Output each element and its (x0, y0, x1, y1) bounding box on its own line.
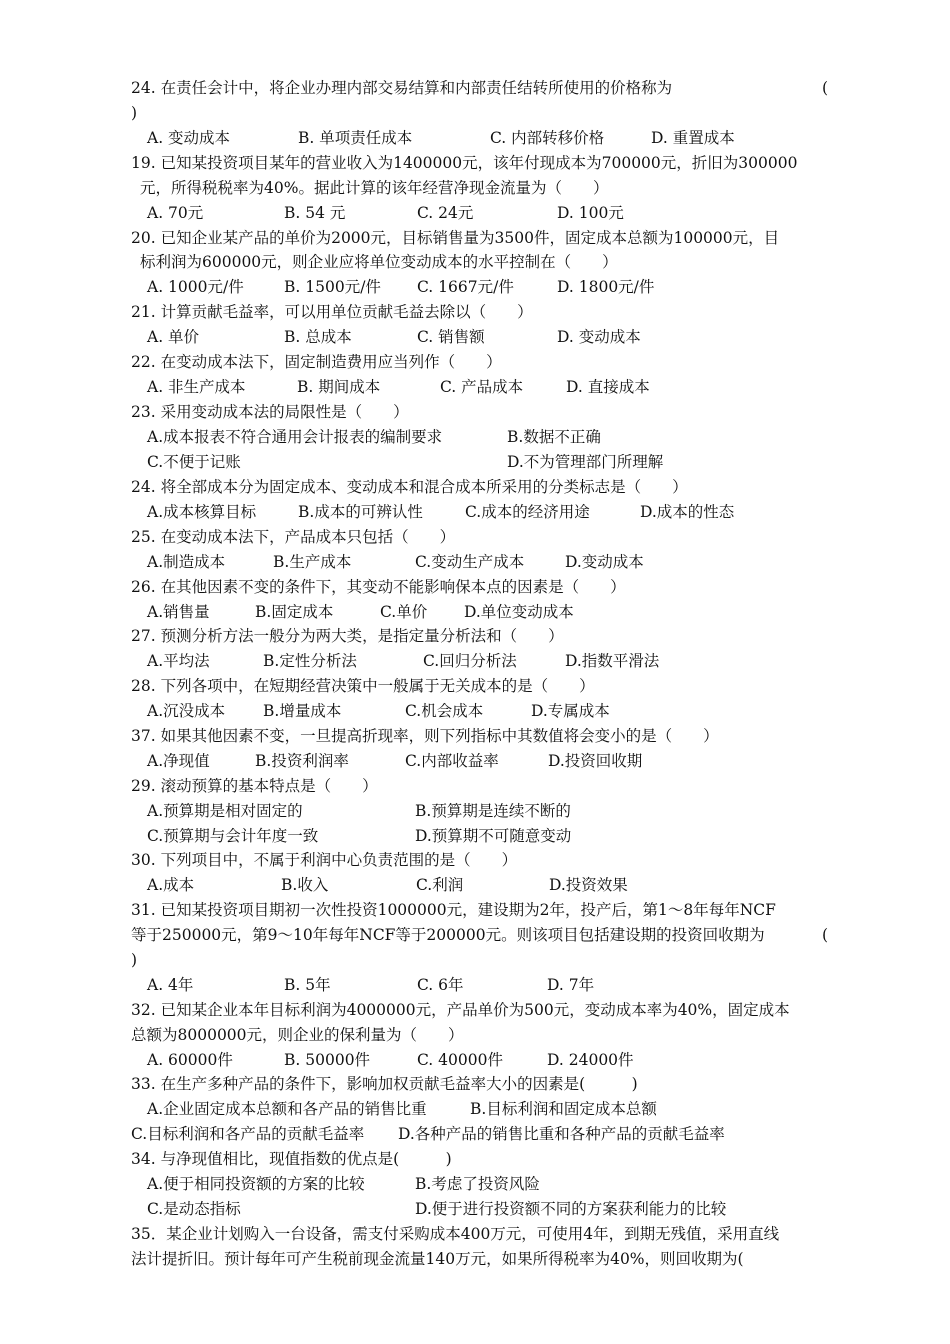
option-b: B.收入 (281, 876, 329, 894)
option-d: D. 7年 (547, 976, 595, 994)
option-b: B. 1500元/件 (284, 278, 381, 296)
option-a: A. 4年 (147, 976, 194, 994)
option-d: D.指数平滑法 (565, 652, 660, 670)
option-c: C.是动态指标 (147, 1200, 241, 1218)
option-b: B.数据不正确 (507, 428, 601, 446)
option-d: D. 重置成本 (651, 129, 735, 147)
option-c: C. 产品成本 (440, 378, 524, 396)
option-b: B.增量成本 (263, 702, 342, 720)
option-c: C.回归分析法 (423, 652, 517, 670)
option-d: D. 变动成本 (557, 328, 641, 346)
option-d: D.成本的性态 (640, 503, 735, 521)
option-c: C.不便于记账 (147, 453, 241, 471)
answer-bracket-close: ) (131, 951, 138, 969)
answer-bracket-open: ( (822, 926, 829, 944)
option-d: D.变动成本 (565, 553, 644, 571)
option-b: B.定性分析法 (263, 652, 357, 670)
option-c: C. 销售额 (417, 328, 485, 346)
option-d: D. 1800元/件 (557, 278, 655, 296)
question-stem: 24. 将全部成本分为固定成本、变动成本和混合成本所采用的分类标志是（ ） (131, 478, 688, 496)
option-b: B. 总成本 (284, 328, 352, 346)
option-a: A.企业固定成本总额和各产品的销售比重 (147, 1100, 427, 1118)
option-a: A.净现值 (147, 752, 210, 770)
option-a: A.制造成本 (147, 553, 226, 571)
option-a: A. 单价 (147, 328, 200, 346)
option-b: B.考虑了投资风险 (415, 1175, 540, 1193)
question-stem-cont: 标利润为600000元，则企业应将单位变动成本的水平控制在（ ） (140, 253, 618, 271)
question-stem: 26. 在其他因素不变的条件下，其变动不能影响保本点的因素是（ ） (131, 578, 626, 596)
option-c: C. 内部转移价格 (490, 129, 605, 147)
option-c: C.预算期与会计年度一致 (147, 827, 319, 845)
question-stem-cont: 元，所得税税率为40%。据此计算的该年经营净现金流量为（ ） (140, 179, 609, 197)
option-b: B. 5年 (284, 976, 331, 994)
question-stem: 31. 已知某投资项目期初一次性投资1000000元，建设期为2年，投产后，第1～8年每年NCF (131, 901, 776, 919)
answer-bracket-open: ( (822, 79, 829, 97)
question-stem: 33. 在生产多种产品的条件下，影响加权贡献毛益率大小的因素是( ) (131, 1075, 638, 1093)
question-stem: 35．某企业计划购入一台设备，需支付采购成本400万元，可使用4年，到期无残值，采用直线 (131, 1225, 780, 1243)
option-b: B. 单项责任成本 (298, 129, 413, 147)
option-c: C. 1667元/件 (417, 278, 514, 296)
question-stem: 30. 下列项目中，不属于利润中心负责范围的是（ ） (131, 851, 518, 869)
option-b: B. 50000件 (284, 1051, 371, 1069)
option-a: A.成本核算目标 (147, 503, 257, 521)
option-a: A.沉没成本 (147, 702, 226, 720)
option-c: C.利润 (416, 876, 464, 894)
question-stem: 20. 已知企业某产品的单价为2000元，目标销售量为3500件，固定成本总额为100000元，目 (131, 229, 780, 247)
question-stem: 24. 在责任会计中，将企业办理内部交易结算和内部责任结转所使用的价格称为 (131, 79, 673, 97)
option-c: C. 24元 (417, 204, 474, 222)
option-d: D.投资回收期 (548, 752, 643, 770)
option-c: C.变动生产成本 (415, 553, 525, 571)
option-d: D.不为管理部门所理解 (507, 453, 664, 471)
option-c: C.内部收益率 (405, 752, 499, 770)
answer-bracket-close: ) (131, 104, 138, 122)
option-a: A.便于相同投资额的方案的比较 (147, 1175, 365, 1193)
option-a: A.平均法 (147, 652, 210, 670)
option-d: D. 直接成本 (566, 378, 650, 396)
option-d: D.各种产品的销售比重和各种产品的贡献毛益率 (398, 1125, 725, 1143)
option-b: B.生产成本 (273, 553, 352, 571)
option-d: D.便于进行投资额不同的方案获利能力的比较 (415, 1200, 727, 1218)
option-c: C. 6年 (417, 976, 464, 994)
question-stem: 37. 如果其他因素不变，一旦提高折现率，则下列指标中其数值将会变小的是（ ） (131, 727, 719, 745)
question-stem: 23. 采用变动成本法的局限性是（ ） (131, 403, 409, 421)
option-a: A.成本报表不符合通用会计报表的编制要求 (147, 428, 443, 446)
option-a: A.预算期是相对固定的 (147, 802, 303, 820)
option-b: B.成本的可辨认性 (298, 503, 423, 521)
option-b: B.投资利润率 (255, 752, 349, 770)
option-d: D. 24000件 (547, 1051, 634, 1069)
question-stem-cont: 法计提折旧。预计每年可产生税前现金流量140万元，如果所得税率为40%，则回收期为( (131, 1250, 744, 1268)
option-d: D.投资效果 (549, 876, 628, 894)
question-stem: 34. 与净现值相比，现值指数的优点是( ) (131, 1150, 452, 1168)
option-c: C.单价 (380, 603, 428, 621)
option-a: A. 1000元/件 (147, 278, 244, 296)
question-stem: 21. 计算贡献毛益率，可以用单位贡献毛益去除以（ ） (131, 303, 533, 321)
question-stem: 28. 下列各项中，在短期经营决策中一般属于无关成本的是（ ） (131, 677, 595, 695)
question-stem: 29. 滚动预算的基本特点是（ ） (131, 777, 378, 795)
option-a: A. 70元 (147, 204, 204, 222)
option-a: A. 非生产成本 (147, 378, 246, 396)
option-c: C.成本的经济用途 (465, 503, 590, 521)
option-c: C.目标利润和各产品的贡献毛益率 (131, 1125, 365, 1143)
option-a: A. 变动成本 (147, 129, 231, 147)
question-stem: 25. 在变动成本法下，产品成本只包括（ ） (131, 528, 456, 546)
question-stem: 32. 已知某企业本年目标利润为4000000元，产品单价为500元，变动成本率为40%，固定成本 (131, 1001, 790, 1019)
question-stem: 22. 在变动成本法下，固定制造费用应当列作（ ） (131, 353, 502, 371)
option-b: B. 54 元 (284, 204, 346, 222)
option-d: D.单位变动成本 (464, 603, 574, 621)
option-b: B.目标利润和固定成本总额 (470, 1100, 657, 1118)
question-stem-cont: 等于250000元，第9～10年每年NCF等于200000元。则该项目包括建设期的投资回收期为 (131, 926, 765, 944)
option-a: A. 60000件 (147, 1051, 233, 1069)
option-d: D.预算期不可随意变动 (415, 827, 572, 845)
option-a: A.销售量 (147, 603, 210, 621)
option-c: C.机会成本 (405, 702, 484, 720)
option-b: B.固定成本 (255, 603, 334, 621)
question-stem: 19. 已知某投资项目某年的营业收入为1400000元，该年付现成本为700000元，折旧为300000 (131, 154, 798, 172)
option-b: B.预算期是连续不断的 (415, 802, 571, 820)
option-d: D. 100元 (557, 204, 624, 222)
option-b: B. 期间成本 (297, 378, 381, 396)
question-stem: 27. 预测分析方法一般分为两大类，是指定量分析法和（ ） (131, 627, 564, 645)
option-a: A.成本 (147, 876, 195, 894)
option-c: C. 40000件 (417, 1051, 503, 1069)
option-d: D.专属成本 (531, 702, 610, 720)
question-stem-cont: 总额为8000000元，则企业的保利量为（ ） (131, 1026, 464, 1044)
